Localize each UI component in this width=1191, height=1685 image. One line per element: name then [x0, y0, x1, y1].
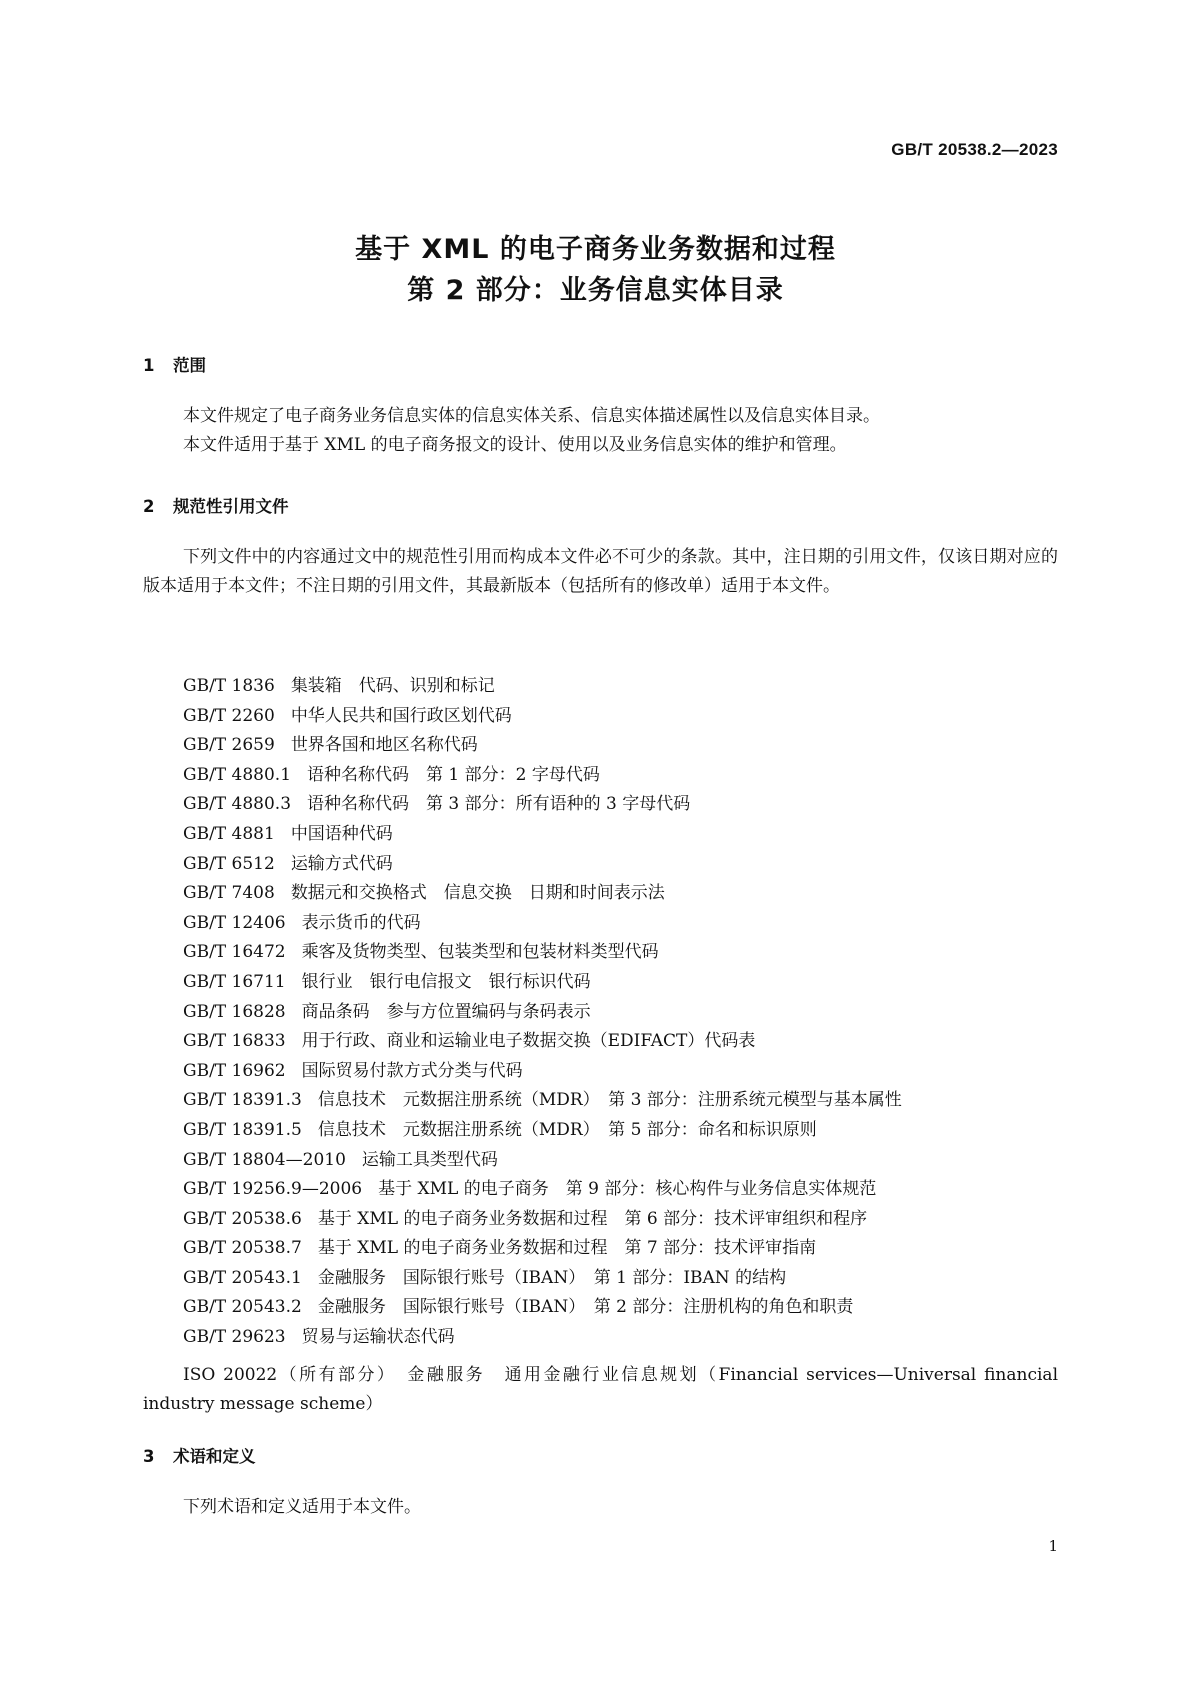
reference-title: 信息技术 元数据注册系统（MDR） 第 3 部分：注册系统元模型与基本属性 — [317, 1090, 902, 1111]
section-title: 术语和定义 — [173, 1447, 256, 1466]
reference-item — [183, 1146, 1063, 1176]
reference-item — [183, 1175, 1063, 1205]
reference-item — [183, 968, 1063, 998]
reference-code: GB/T 16711 — [183, 971, 286, 992]
reference-code: GB/T 2659 — [183, 735, 275, 756]
reference-item — [183, 820, 1063, 850]
reference-item — [183, 1027, 1063, 1057]
reference-item — [183, 1264, 1063, 1294]
reference-item — [183, 1205, 1063, 1235]
reference-item — [183, 998, 1063, 1028]
reference-item — [183, 1234, 1063, 1264]
standard-code: GB/T 20538.2—2023 — [891, 140, 1058, 159]
reference-title: 基于 XML 的电子商务 第 9 部分：核心构件与业务信息实体规范 — [378, 1179, 877, 1200]
reference-title: 数据元和交换格式 信息交换 日期和时间表示法 — [290, 883, 665, 904]
reference-title: 运输工具类型代码 — [361, 1149, 498, 1170]
section-2-heading — [143, 493, 289, 517]
reference-title: 运输方式代码 — [290, 853, 393, 874]
reference-code: GB/T 4880.3 — [183, 794, 292, 815]
reference-title: 商品条码 参与方位置编码与条码表示 — [301, 1001, 591, 1022]
reference-code: GB/T 4880.1 — [183, 764, 292, 785]
reference-code: GB/T 16472 — [183, 942, 286, 963]
reference-code: GB/T 18391.5 — [183, 1119, 302, 1140]
reference-title: 基于 XML 的电子商务业务数据和过程 第 7 部分：技术评审指南 — [317, 1238, 817, 1259]
reference-item — [183, 1116, 1063, 1146]
reference-title: 语种名称代码 第 1 部分：2 字母代码 — [307, 764, 600, 785]
reference-item — [183, 909, 1063, 939]
section-number: 2 — [143, 497, 155, 516]
reference-code: GB/T 7408 — [183, 883, 275, 904]
reference-item — [183, 850, 1063, 880]
document-title-line-1: 基于 XML 的电子商务业务数据和过程 — [355, 234, 836, 265]
reference-title: 信息技术 元数据注册系统（MDR） 第 5 部分：命名和标识原则 — [317, 1119, 817, 1140]
reference-item — [183, 879, 1063, 909]
reference-item — [183, 702, 1063, 732]
reference-item — [183, 731, 1063, 761]
reference-list — [183, 672, 1063, 1353]
section-1-heading — [143, 352, 206, 376]
reference-title: 金融服务 国际银行账号（IBAN） 第 2 部分：注册机构的角色和职责 — [317, 1297, 854, 1318]
section-title: 范围 — [173, 356, 206, 375]
reference-code: GB/T 18391.3 — [183, 1090, 302, 1111]
section-3-heading — [143, 1443, 256, 1467]
reference-item — [183, 1086, 1063, 1116]
reference-code: GB/T 20538.6 — [183, 1208, 302, 1229]
reference-code: GB/T 16828 — [183, 1001, 286, 1022]
scope-paragraph-2: 本文件适用于基于 XML 的电子商务报文的设计、使用以及业务信息实体的维护和管理。 — [183, 435, 847, 455]
reference-code: GB/T 1836 — [183, 676, 275, 696]
section-title: 规范性引用文件 — [173, 497, 289, 516]
reference-code: GB/T 29623 — [183, 1327, 286, 1348]
reference-item — [183, 761, 1063, 791]
reference-code: GB/T 18804—2010 — [183, 1149, 346, 1170]
reference-code: GB/T 16962 — [183, 1060, 286, 1081]
reference-code: GB/T 20543.2 — [183, 1297, 302, 1318]
reference-title: 贸易与运输状态代码 — [301, 1327, 455, 1348]
document-title-line-2: 第 2 部分：业务信息实体目录 — [407, 275, 784, 306]
section-number: 1 — [143, 356, 155, 375]
reference-code: GB/T 6512 — [183, 853, 275, 874]
reference-title: 世界各国和地区名称代码 — [290, 735, 478, 756]
reference-code: GB/T 20538.7 — [183, 1238, 302, 1259]
reference-item — [183, 1293, 1063, 1323]
reference-item — [183, 1323, 1063, 1353]
reference-title: 表示货币的代码 — [301, 912, 421, 933]
reference-title: 乘客及货物类型、包装类型和包装材料类型代码 — [301, 942, 659, 963]
reference-item — [183, 938, 1063, 968]
reference-item — [183, 1057, 1063, 1087]
iso-reference: ISO 20022（所有部分） 金融服务 通用金融行业信息规划（Financial services—Universal financial industry message scheme） — [143, 1365, 1058, 1414]
reference-title: 国际贸易付款方式分类与代码 — [301, 1060, 523, 1081]
normative-refs-intro: 下列文件中的内容通过文中的规范性引用而构成本文件必不可少的条款。其中，注日期的引用文件，仅该日期对应的版本适用于本文件；不注日期的引用文件，其最新版本（包括所有的修改单）适用于本文件。 — [143, 547, 1058, 596]
scope-paragraph-1: 本文件规定了电子商务业务信息实体的信息实体关系、信息实体描述属性以及信息实体目录。 — [183, 406, 880, 426]
terms-intro: 下列术语和定义适用于本文件。 — [183, 1497, 421, 1517]
reference-title: 中华人民共和国行政区划代码 — [290, 705, 512, 726]
reference-code: GB/T 4881 — [183, 823, 275, 844]
reference-code: GB/T 2260 — [183, 705, 275, 726]
reference-title: 中国语种代码 — [290, 823, 393, 844]
reference-title: 金融服务 国际银行账号（IBAN） 第 1 部分：IBAN 的结构 — [317, 1267, 787, 1288]
reference-title: 集装箱 代码、识别和标记 — [290, 676, 495, 696]
reference-code: GB/T 19256.9—2006 — [183, 1179, 363, 1200]
section-number: 3 — [143, 1447, 155, 1466]
reference-code: GB/T 16833 — [183, 1031, 286, 1052]
reference-item — [183, 672, 1063, 702]
reference-title: 基于 XML 的电子商务业务数据和过程 第 6 部分：技术评审组织和程序 — [317, 1208, 868, 1229]
reference-title: 语种名称代码 第 3 部分：所有语种的 3 字母代码 — [307, 794, 691, 815]
reference-code: GB/T 12406 — [183, 912, 286, 933]
reference-item — [183, 790, 1063, 820]
reference-code: GB/T 20543.1 — [183, 1267, 302, 1288]
page-number: 1 — [1048, 1537, 1058, 1555]
reference-title: 银行业 银行电信报文 银行标识代码 — [301, 971, 591, 992]
reference-title: 用于行政、商业和运输业电子数据交换（EDIFACT）代码表 — [301, 1031, 756, 1052]
